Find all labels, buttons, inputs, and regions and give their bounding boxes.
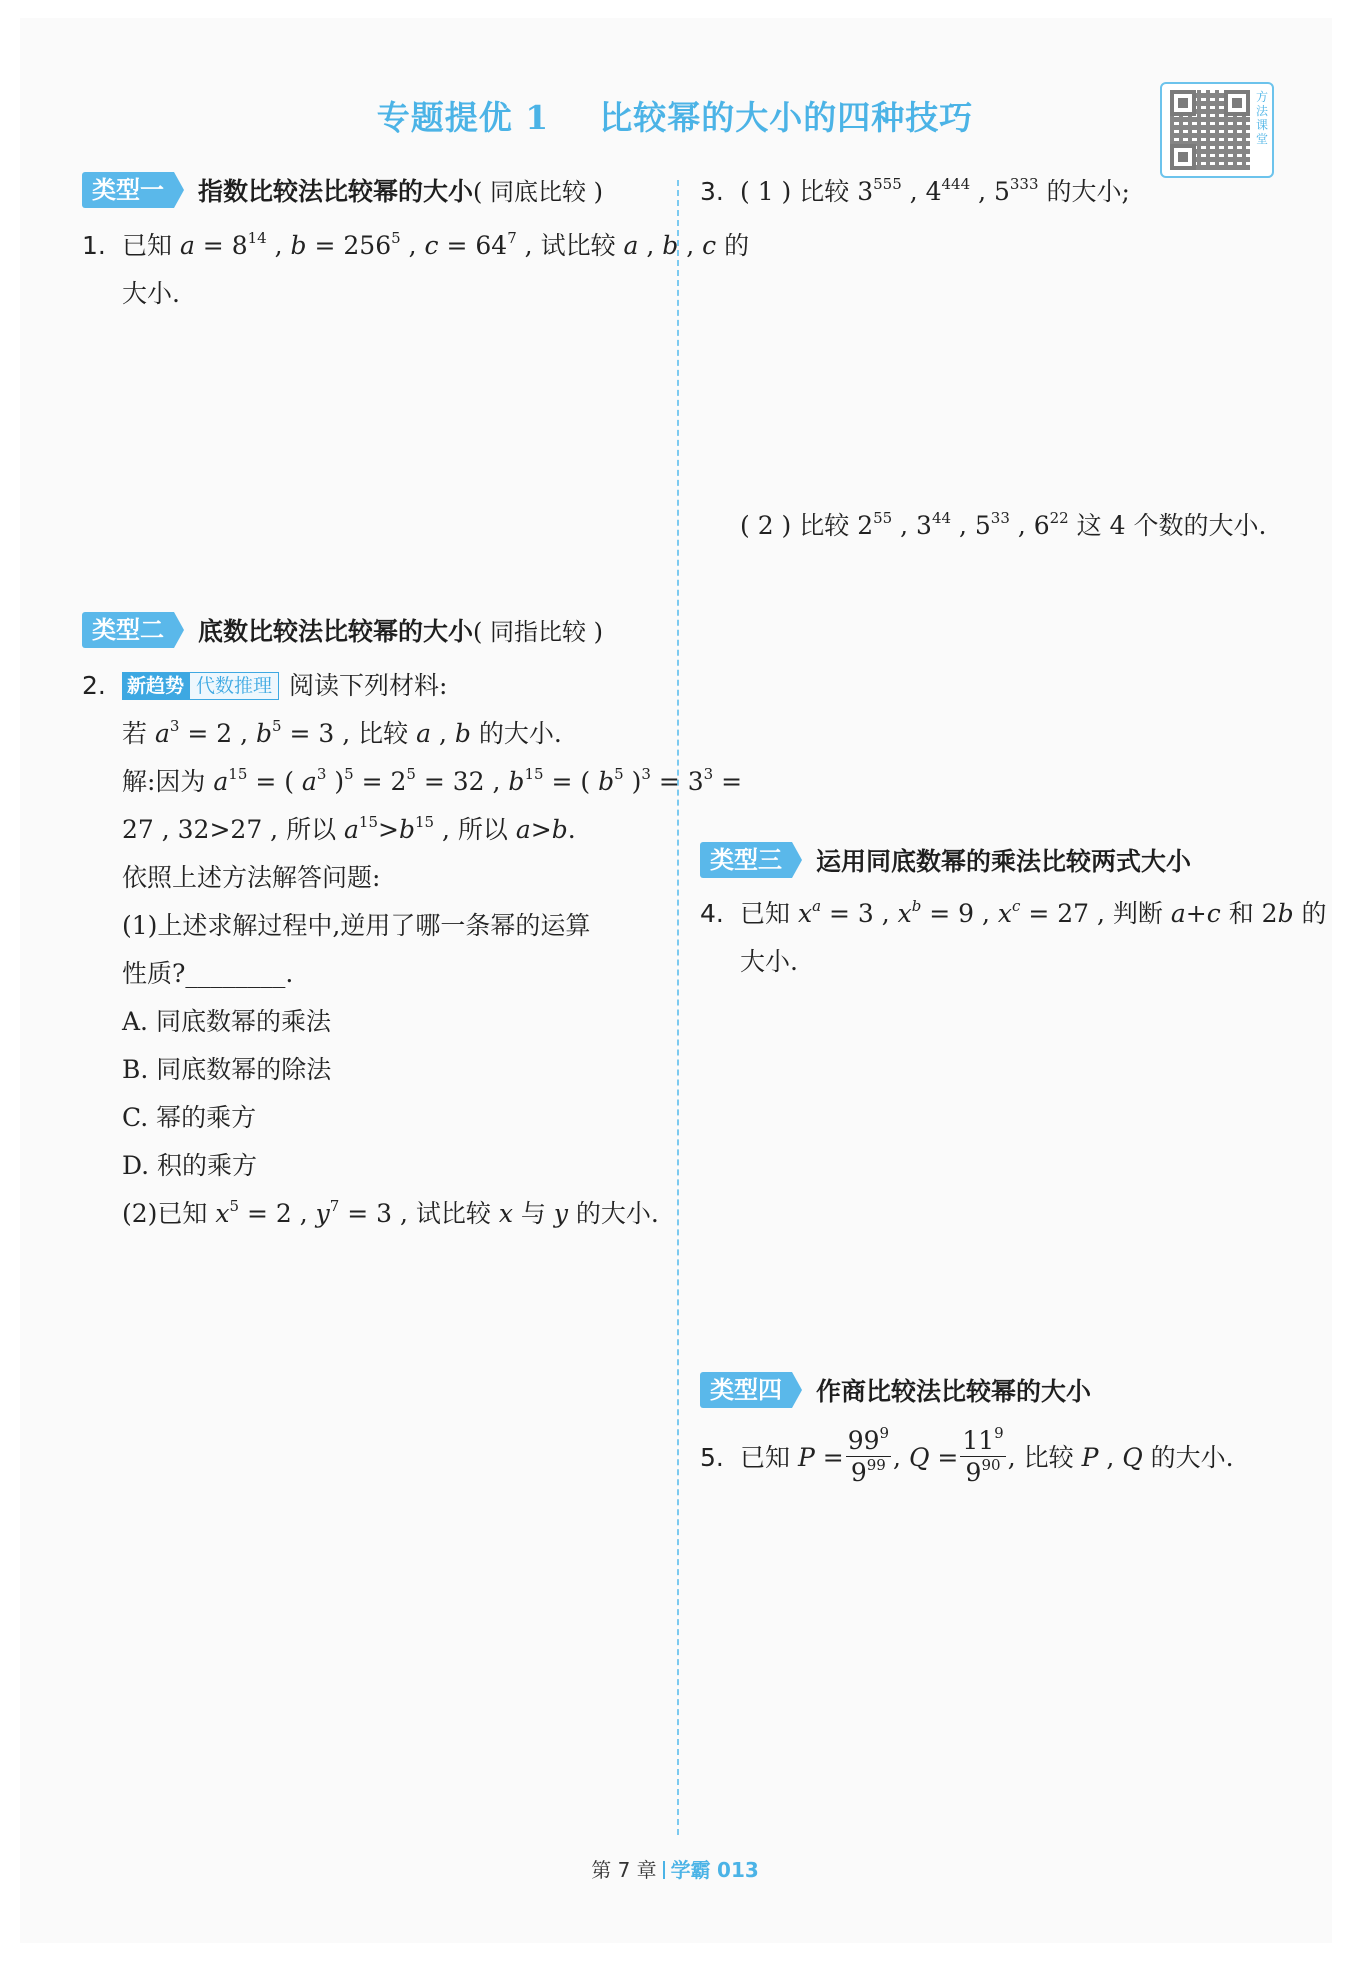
section-title: 作商比较法比较幂的大小 [816,1377,1092,1406]
option-a: A. 同底数幂的乘法 [122,1007,331,1036]
qr-finder-icon [1170,90,1196,116]
material-line-3: 27 , 32>27 , 所以 $a^{15}>b^{15}$ , 所以 a>b. [122,813,576,844]
qr-code-box[interactable] [1160,82,1274,178]
page-footer [0,1854,1350,1883]
question-text-cont: 大小. [122,279,180,308]
instruction-text: 依照上述方法解答问题: [122,863,381,892]
part-1-text: (1)上述求解过程中,逆用了哪一条幂的运算 [122,911,591,940]
question-number: 1. [82,231,106,260]
section-header-3 [700,842,1191,878]
question-text: 已知 P = [740,1442,844,1472]
section-badge: 类型二 [82,612,174,648]
page-number: 013 [717,1858,759,1882]
question-text-cont: 大小. [740,947,798,976]
part-1-text-cont: 性质?________. [122,959,294,988]
badge-arrow-icon [174,612,184,648]
badge-arrow-icon [792,1372,802,1408]
qr-code-icon [1170,90,1250,170]
question-number: 2. [82,671,106,700]
question-text: 已知 $a = 8^{14}$ , $b = 256^5$ , $c = 64^7$ , 试比较 a , b , c 的 [122,229,750,260]
fraction-p: $\frac{99^9}{9^{99}}$ [847,1424,890,1487]
section-title: 运用同底数幂的乘法比较两式大小 [816,847,1192,876]
option-c: C. 幂的乘方 [122,1103,257,1132]
question-5: 5. 已知 P = $\frac{99^9}{9^{99}}$ , Q = $\frac{11^9}{9^{90}}$ , 比较 P , Q 的大小. [700,1424,1234,1487]
question-text: 阅读下列材料: [289,671,448,700]
question-text: 已知 $x^a = 3$ , $x^b = 9$ , $x^c = 27$ , 判断 a+c 和 2b 的 [740,897,1327,928]
column-divider [677,180,679,1835]
section-title: 底数比较法比较幂的大小( 同指比较 ) [198,617,603,646]
footer-separator [663,1861,665,1879]
section-header-4 [700,1372,1091,1408]
question-number: 3. [700,177,724,206]
question-3 [700,174,1130,210]
question-4 [700,896,1327,932]
badge-arrow-icon [174,172,184,208]
option-b: B. 同底数幂的除法 [122,1055,332,1084]
section-header-1 [82,172,603,208]
section-badge: 类型一 [82,172,174,208]
section-header-2 [82,612,603,648]
tag-new-trend: 新趋势 [122,672,189,700]
question-2 [82,668,447,704]
tag-algebra: 代数推理 [189,672,279,700]
material-line-2: 解:因为 $a^{15}$ = ( $a^3$ )$^5 = 2^5 = 32$ , $b^{15}$ = ( $b^5$ )$^3 = 3^3$ = [122,765,743,796]
question-1 [82,228,749,264]
badge-arrow-icon [792,842,802,878]
fraction-q: $\frac{11^9}{9^{90}}$ [962,1424,1004,1487]
material-line-1: 若 $a^3 = 2$ , $b^5 = 3$ , 比较 a , b 的大小. [122,717,562,748]
brand-label: 学霸 [670,1858,711,1882]
page-title: 专题提优 1 比较幂的大小的四种技巧 [376,98,974,137]
qr-finder-icon [1170,144,1196,170]
question-number: 5. [700,1442,724,1472]
question-3-part-2: ( 2 ) 比较 $2^{55}$ , $3^{44}$ , $5^{33}$ , $6^{22}$ 这 4 个数的大小. [740,509,1267,540]
question-number: 4. [700,899,724,928]
part-2-text: (2)已知 $x^5 = 2$ , $y^7 = 3$ , 试比较 x 与 y 的大小. [122,1197,659,1228]
section-badge: 类型三 [700,842,792,878]
qr-finder-icon [1224,90,1250,116]
option-d: D. 积的乘方 [122,1151,258,1180]
qr-label: 方法课堂 [1255,90,1268,146]
chapter-label: 第 7 章 [591,1858,657,1882]
section-badge: 类型四 [700,1372,792,1408]
question-text: ( 1 ) 比较 $3^{555}$ , $4^{444}$ , $5^{333}$ 的大小; [740,175,1130,206]
section-title: 指数比较法比较幂的大小( 同底比较 ) [198,177,603,206]
